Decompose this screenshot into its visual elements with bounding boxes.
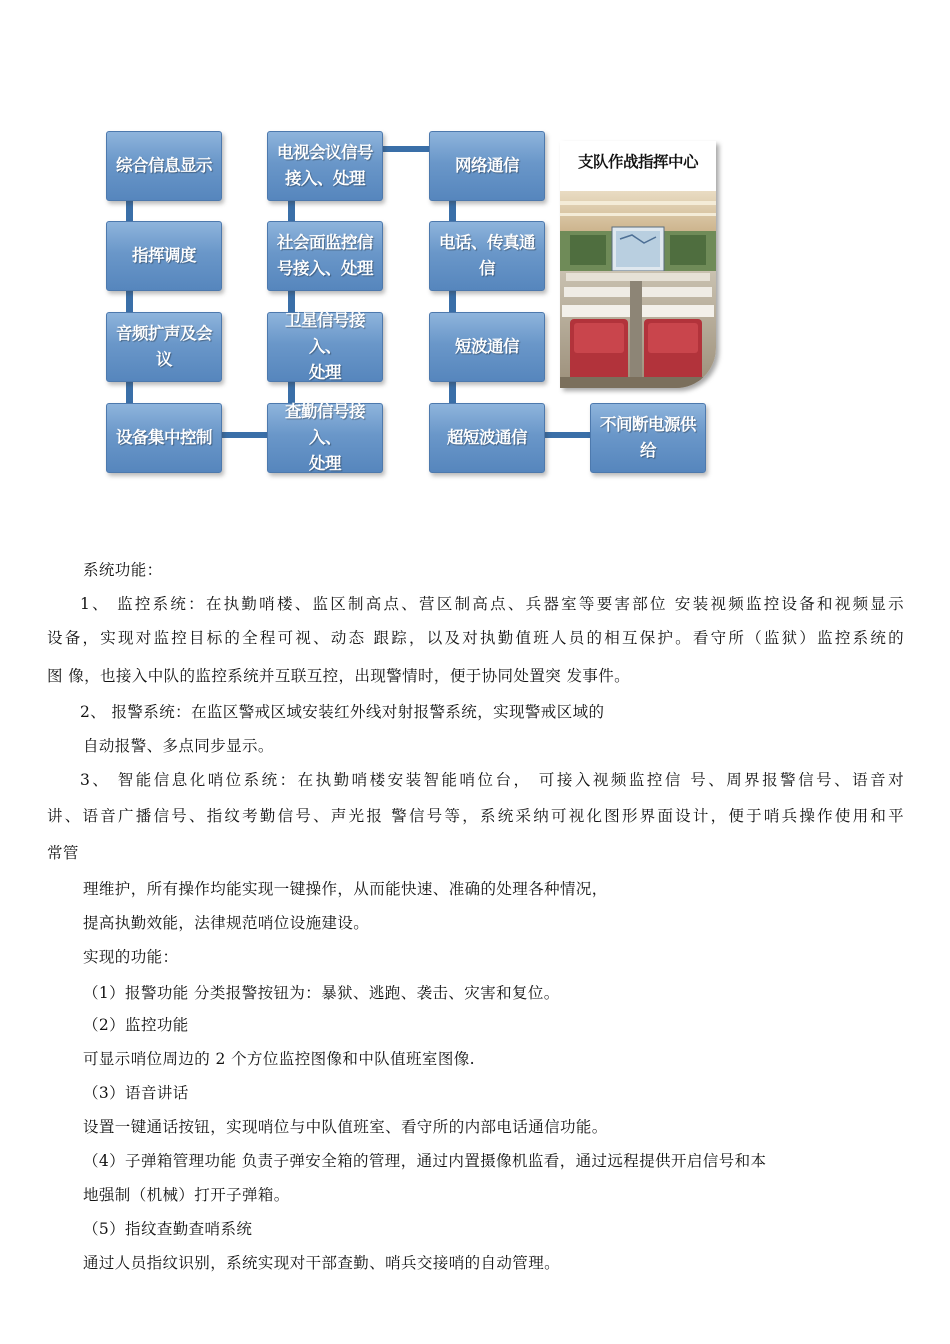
box-equipment-central-control (106, 403, 222, 473)
item-ammo-box-line1: （4）子弹箱管理功能 负责子弹安全箱的管理，通过内置摄像机监看，通过远程提供开启信号和本 (83, 1152, 767, 1170)
command-center-photo (560, 141, 716, 388)
box-label-line1: 查勤信号接入、 (285, 402, 365, 447)
paragraph-sentry-line2: 讲、语音广播信号、指纹考勤信号、声光报 警信号等，系统采纳可视化图形界面设计，便于哨兵操作使用和平 (47, 807, 904, 825)
box-label-line1: 不间断电源供 (600, 415, 696, 434)
box-label-line1: 社会面监控信 (277, 233, 373, 252)
command-center-room-image (560, 191, 716, 388)
item-fingerprint-desc: 通过人员指纹识别，系统实现对干部查勤、哨兵交接哨的自动管理。 (83, 1254, 561, 1272)
box-duty-check-signal (267, 403, 383, 473)
paragraph-alarm-line2: 自动报警、多点同步显示。 (83, 737, 274, 755)
box-label-line2: 信 (479, 259, 495, 278)
item-monitoring-function: （2）监控功能 (83, 1016, 189, 1034)
box-label-line2: 给 (640, 441, 656, 460)
box-label: 综合信息显示 (116, 156, 212, 175)
box-label: 设备集中控制 (116, 428, 212, 447)
box-label-line1: 电话、传真通 (439, 233, 535, 252)
item-voice-talk-desc: 设置一键通话按钮，实现哨位与中队值班室、看守所的内部电话通信功能。 (83, 1118, 608, 1136)
item-ammo-box-line2: 地强制（机械）打开子弹箱。 (83, 1186, 290, 1204)
box-label-line2: 接入、处理 (285, 169, 365, 188)
box-label: 超短波通信 (447, 428, 527, 447)
box-public-surveillance-signal (267, 221, 383, 291)
paragraph-sentry-line1: 3、 智能信息化哨位系统：在执勤哨楼安装智能哨位台， 可接入视频监控信 号、周界报警信号、语音对 (80, 771, 904, 789)
paragraph-alarm-line1: 2、 报警系统：在监区警戒区域安装红外线对射报警系统，实现警戒区域的 (80, 703, 605, 721)
box-label-line1: 音频扩声及会 (116, 324, 212, 343)
box-shortwave-communication (429, 312, 545, 382)
paragraph-sentry-line3: 常管 (47, 844, 79, 862)
paragraph-sentry-line4: 理维护，所有操作均能实现一键操作，从而能快速、准确的处理各种情况， (83, 880, 608, 898)
connector-col1 (126, 165, 133, 440)
paragraph-monitoring-line3: 图 像，也接入中队的监控系统并互联互控，出现警情时，便于协同处置突 发事件。 (47, 667, 631, 685)
box-label-line1: 电视会议信号 (277, 143, 373, 162)
section-heading-system-functions: 系统功能： (83, 561, 163, 579)
system-diagram (0, 0, 950, 500)
box-audio-conference (106, 312, 222, 382)
item-fingerprint-check: （5）指纹查勤查哨系统 (83, 1220, 253, 1238)
item-voice-talk: （3）语音讲话 (83, 1084, 189, 1102)
box-ups-power-supply (590, 403, 706, 473)
paragraph-sentry-line5: 提高执勤效能，法律规范哨位设施建设。 (83, 914, 370, 932)
box-label: 指挥调度 (132, 246, 196, 265)
box-satellite-signal (267, 312, 383, 382)
box-label-line2: 号接入、处理 (277, 259, 373, 278)
box-label-line2: 处理 (309, 363, 341, 382)
box-label-line2: 处理 (309, 454, 341, 473)
section-heading-functions: 实现的功能： (83, 948, 179, 966)
paragraph-monitoring-line1: 1、 监控系统：在执勤哨楼、监区制高点、营区制高点、兵器室等要害部位 安装视频监控设备和视频显示 (80, 595, 904, 613)
item-alarm-function: （1）报警功能 分类报警按钮为：暴狱、逃跑、袭击、灾害和复位。 (83, 984, 560, 1002)
box-label-line2: 议 (156, 350, 172, 369)
box-comprehensive-info-display (106, 131, 222, 201)
paragraph-monitoring-line2: 设备，实现对监控目标的全程可视、动态 跟踪，以及对执勤值班人员的相互保护。看守所（监狱）监控系统的 (47, 629, 904, 647)
box-label-line1: 卫星信号接入、 (285, 311, 365, 356)
box-label: 网络通信 (455, 156, 519, 175)
box-video-conference-signal (267, 131, 383, 201)
photo-title: 支队作战指挥中心 (577, 153, 698, 171)
box-phone-fax-communication (429, 221, 545, 291)
box-command-dispatch (106, 221, 222, 291)
box-ultrashortwave-communication (429, 403, 545, 473)
connector-col3 (449, 165, 456, 440)
box-label: 短波通信 (455, 337, 519, 356)
item-monitoring-desc: 可显示哨位周边的 2 个方位监控图像和中队值班室图像. (83, 1050, 475, 1068)
box-network-communication (429, 131, 545, 201)
